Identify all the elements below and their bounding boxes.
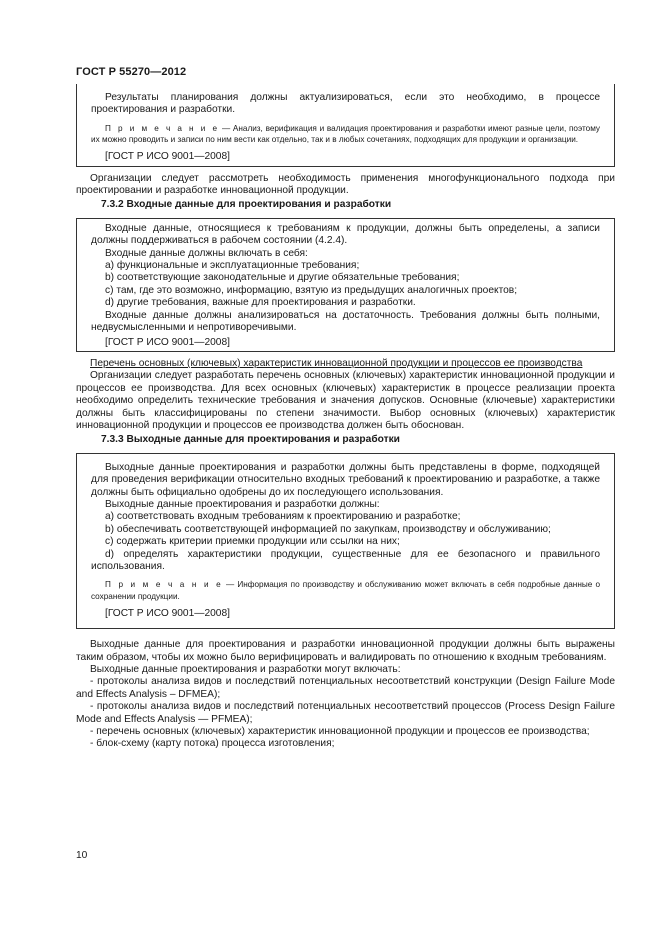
section-heading-7-3-2: 7.3.2 Входные данные для проектирования и разработки — [101, 199, 392, 211]
note-label: П р и м е ч а н и е — [105, 123, 220, 133]
quote-paragraph: Выходные данные проектирования и разработки должны: — [105, 498, 380, 510]
list-item: - протоколы анализа видов и последствий потенциальных несоответствий конструкции (Design Failure Mode and Effects Analysis – DFMEA); — [76, 676, 615, 700]
quote-paragraph: Выходные данные проектирования и разработки должны быть представлены в форме, подходящей для проведения верификации относительно входных требований к проектированию и разработке, а также должны быть официально одобрены до их последующего использования. — [91, 461, 600, 498]
requirements-list — [91, 260, 600, 310]
note — [91, 123, 600, 145]
list-item: d) другие требования, важные для проектирования и разработки. — [105, 297, 416, 309]
quote-paragraph: Входные данные должны включать в себя: — [105, 247, 308, 259]
quote-paragraph: Результаты планирования должны актуализироваться, если это необходимо, в процессе проектирования и разработки. — [91, 92, 600, 116]
source-reference: [ГОСТ Р ИСО 9001—2008] — [105, 607, 230, 619]
list-item: - блок-схему (карту потока) процесса изготовления; — [90, 738, 335, 750]
list-item: b) обеспечивать соответствующей информацией по закупкам, производству и обслуживанию; — [105, 523, 551, 535]
outputs-list — [91, 511, 600, 573]
note — [91, 579, 600, 601]
subheading-key-characteristics: Перечень основных (ключевых) характеристик инновационной продукции и процессов ее производства — [90, 357, 583, 369]
quote-box-inputs — [76, 218, 615, 352]
document-header: ГОСТ Р 55270—2012 — [76, 66, 187, 78]
source-reference: [ГОСТ Р ИСО 9001—2008] — [105, 336, 230, 348]
list-item: c) содержать критерии приемки продукции или ссылки на них; — [105, 536, 400, 548]
list-item: a) соответствовать входным требованиям к проектированию и разработке; — [105, 511, 461, 523]
list-item: c) там, где это возможно, информацию, взятую из предыдущих аналогичных проектов; — [105, 284, 518, 296]
quote-paragraph: Входные данные, относящиеся к требованиям к продукции, должны быть определены, а записи должны поддерживаться в рабочем состоянии (4.2.4). — [91, 222, 600, 247]
section-heading-7-3-3: 7.3.3 Выходные данные для проектирования и разработки — [101, 434, 400, 446]
body-paragraph: Выходные данные для проектирования и разработки инновационной продукции должны быть выражены таким образом, чтобы их можно было верифицировать и валидировать по отношению к входным требованиям. — [76, 639, 615, 663]
list-item: - протоколы анализа видов и последствий потенциальных несоответствий процессов (Process Design Failure Mode and Effects Analysis — PFMEA); — [76, 701, 615, 725]
quote-box-planning — [76, 84, 615, 167]
note-label: П р и м е ч а н и е — [105, 580, 223, 590]
page-number: 10 — [76, 850, 88, 861]
list-item: b) соответствующие законодательные и другие обязательные требования; — [105, 272, 460, 284]
body-paragraph: Организации следует рассмотреть необходимость применения многофункционального подхода при проектировании и разработке инновационной продукции. — [76, 172, 615, 197]
quote-paragraph: Входные данные должны анализироваться на достаточность. Требования должны быть полными, недвусмысленными и непротиворечивыми. — [91, 309, 600, 334]
note-text: — Информация по производству и обслуживанию может включать в себя подробные данные о сохранении продукции. — [91, 580, 600, 601]
body-paragraph: Организации следует разработать перечень основных (ключевых) характеристик инновационной продукции и процессов ее производства. Для всех основных (ключевых) характеристик в процессе реализации проекта необходимо определить технические требования и значения допусков. Основные (ключевые) характеристики должны быть классифицированы по степени значимости. Выбор основных (ключевых) характеристик инновационной продукции и процессов ее производства должен быть обоснован. — [76, 370, 615, 431]
list-item: d) определять характеристики продукции, существенные для ее безопасного и правильного использования. — [91, 548, 600, 572]
outputs-bullet-list — [76, 676, 615, 750]
list-item: a) функциональные и эксплуатационные требования; — [105, 260, 360, 272]
body-paragraph: Выходные данные проектирования и разработки могут включать: — [90, 664, 401, 676]
list-item: - перечень основных (ключевых) характеристик инновационной продукции и процессов ее производства; — [90, 726, 590, 738]
note-text: — Анализ, верификация и валидация проектирования и разработки имеют разные цели, поэтому их можно проводить и записи по ним вести как отдельно, так и в любых сочетаниях, подходящих для продукции и организации. — [91, 123, 601, 145]
page-content — [76, 84, 615, 751]
quote-box-outputs — [76, 453, 615, 629]
source-reference: [ГОСТ Р ИСО 9001—2008] — [105, 151, 230, 163]
